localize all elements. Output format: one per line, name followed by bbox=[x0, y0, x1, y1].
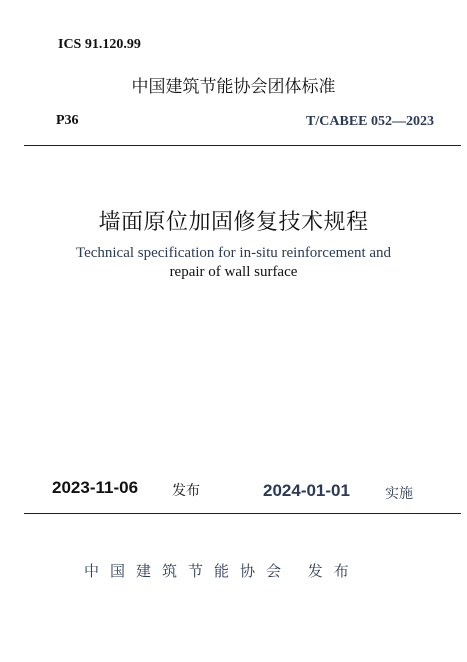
publisher: 中国建筑节能协会 发布 bbox=[84, 562, 360, 580]
english-title bbox=[0, 244, 467, 282]
document-title: 墙面原位加固修复技术规程 bbox=[98, 210, 369, 235]
english-title-line1: Technical specification for in-situ reinforcement and bbox=[75, 245, 392, 261]
footer-divider bbox=[24, 513, 461, 514]
publish-date: 2023-11-06 bbox=[52, 478, 139, 497]
standard-number: T/CABEE 052—2023 bbox=[306, 114, 434, 129]
header-divider bbox=[24, 145, 461, 146]
effective-label: 实施 bbox=[385, 486, 413, 502]
classification-code: P36 bbox=[56, 113, 79, 128]
english-title-line2: repair of wall surface bbox=[169, 264, 298, 280]
ics-code: ICS 91.120.99 bbox=[58, 37, 141, 52]
publish-label: 发布 bbox=[172, 483, 200, 499]
effective-date: 2024-01-01 bbox=[263, 481, 350, 500]
standard-type: 中国建筑节能协会团体标准 bbox=[131, 77, 336, 97]
